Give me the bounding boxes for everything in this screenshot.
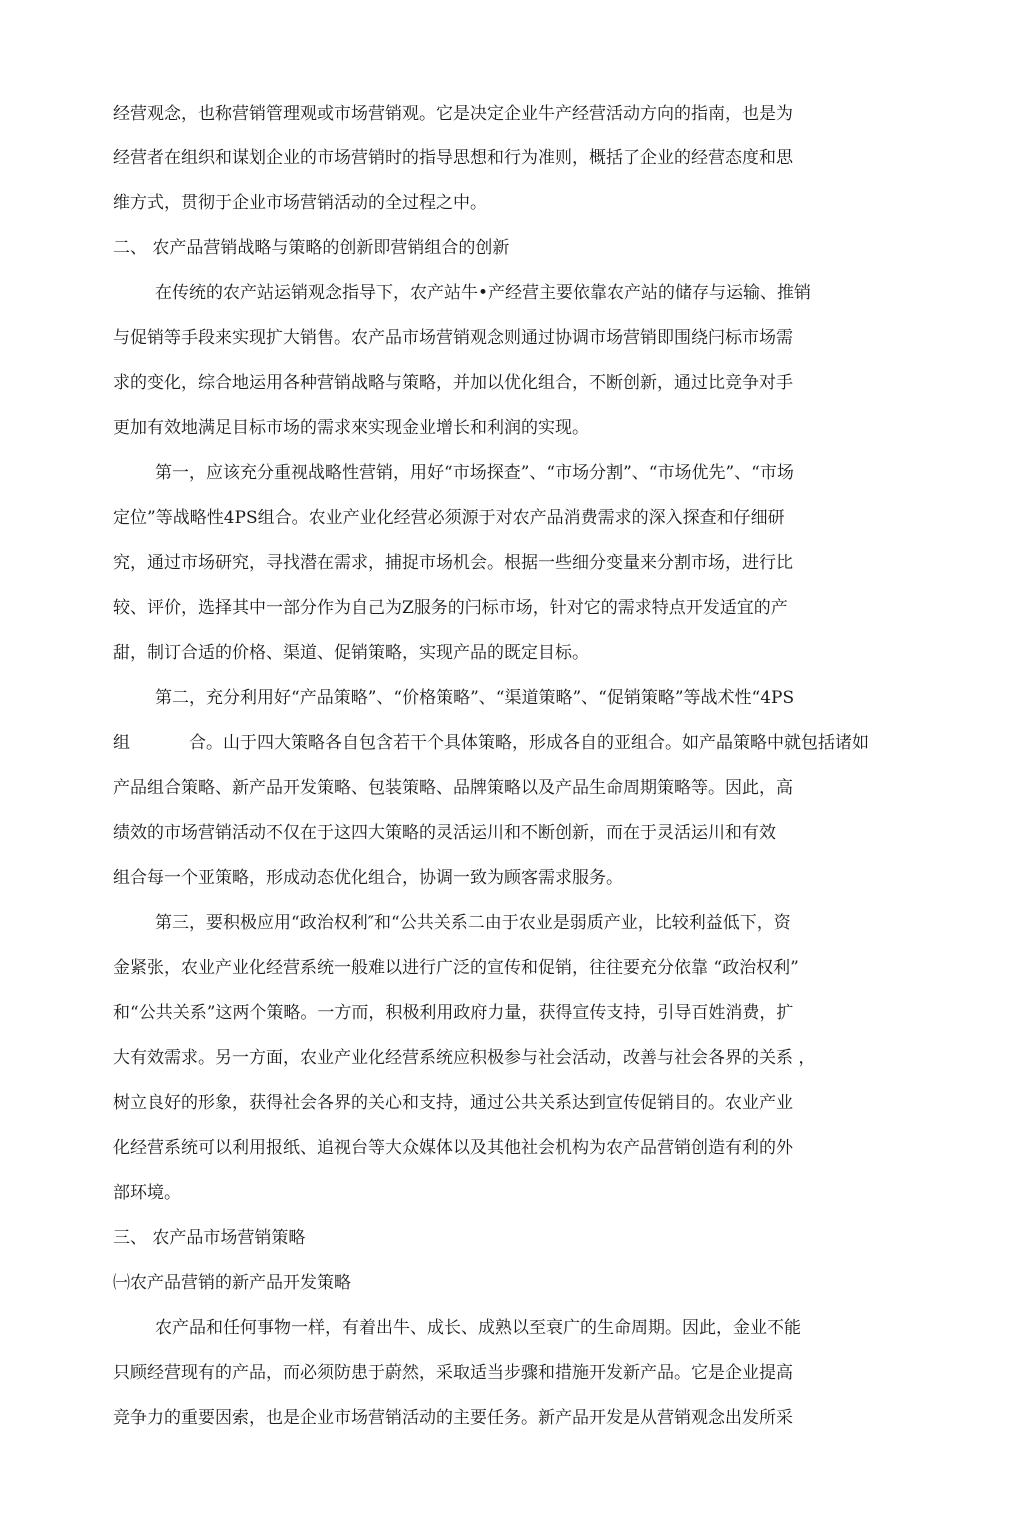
section-heading: 二、 农产品营销战略与策略的创新即营销组合的创新 — [113, 238, 510, 258]
text-line: 合。山于四大策略各自包含若干个具体策略，形成各自的亚组合。如产晶策略中就包括诸如 — [189, 733, 869, 753]
text-line: 经营观念，也称营销管理观或市场营销观。它是决定企业牛产经营活动方向的指南，也是为 — [113, 104, 793, 124]
text-line: 第二，充分利用好“产品策略”、“价格策略”、“渠道策略”、“促销策略”等战术性“4PS — [155, 688, 795, 708]
text-line: 树立良好的形象，获得社会各界的关心和支持，通过公共关系达到宣传促销目的。农业产业 — [113, 1093, 793, 1113]
text-line: 竞争力的重要因索，也是企业市场营销活动的主要任务。新产品开发是从营销观念出发所采 — [113, 1408, 793, 1428]
text-line: 在传统的农产站运销观念指导下，农产站牛•产经营主要依靠农产站的储存与运输、推销 — [155, 283, 812, 303]
text-line: 部环境。 — [113, 1183, 181, 1203]
text-line: 和“公共关系”这两个策略。一方而，积极利用政府力量，获得宣传支持，引导百姓消费，扩 — [113, 1003, 794, 1023]
text-line: 第三，要积极应用“政治权利″和“公共关系二由于农业是弱质产业，比较利益低下，资 — [155, 913, 791, 933]
text-line: 更加有效地满足目标市场的需求來实现金业增长和利润的实现。 — [113, 418, 589, 438]
text-line: 求的变化，综合地运用各种营销战略与策略，并加以优化组合，不断创新，通过比竞争对手 — [113, 373, 793, 393]
text-line: 经营者在组织和谋划企业的市场营销时的指导思想和行为准则，概括了企业的经营态度和思 — [113, 148, 793, 168]
text-line: 究，通过市场研究，寻找潜在需求，捕捉市场机会。根据一些细分变量来分割市场，进行比 — [113, 553, 793, 573]
text-line: 农产品和任何事物一样，有着出牛、成长、成熟以至衰广的生命周期。因此，金业不能 — [155, 1318, 801, 1338]
text-line: 绩效的市场营销活动不仅在于这四大策略的灵活运川和不断创新，而在于灵活运川和有效 — [113, 823, 776, 843]
text-line: 大有效需求。另一方面，农业产业化经营系统应积极参与社会活动，改善与社会各界的关系 ， — [113, 1048, 816, 1068]
text-line: 甜，制订合适的价格、渠道、促销策略，实现产品的既定目标。 — [113, 643, 589, 663]
text-line: 定位”等战略性4PS组合。农业产业化经营必须源于对农产品消费需求的深入探查和仔细研 — [113, 508, 785, 528]
section-heading: 三、 农产品市场营销策略 — [113, 1228, 306, 1248]
subsection-heading: ㈠农产品营销的新产品开发策略 — [113, 1273, 351, 1293]
text-line: 第一，应该充分重视战略性营销，用好“市场探查”、“市场分割”、“市场优先”、“市场 — [155, 463, 794, 483]
text-line: 组 — [113, 733, 130, 753]
text-line: 产品组合策略、新产品开发策略、包装策略、品牌策略以及产品生命周期策略等。因此，高 — [113, 778, 793, 798]
text-line: 化经营系统可以利用报纸、追视台等大众媒体以及其他社会机构为农产品营销创造有利的外 — [113, 1138, 793, 1158]
text-line: 金紧张，农业产业化经营系统一般难以进行广泛的宣传和促销，往往要充分依靠 “政治权利” — [113, 958, 799, 978]
text-line: 较、评价，选择其中一部分作为自己为Z服务的闩标市场，针对它的需求特点开发适宜的产 — [113, 598, 788, 618]
text-line: 只顾经营现有的产品，而必须防患于蔚然，采取适当步骤和措施开发新产品。它是企业提高 — [113, 1363, 793, 1383]
text-line: 组合每一个亚策略，形成动态优化组合，协调一致为顾客需求服务。 — [113, 868, 623, 888]
text-line: 维方式，贯彻于企业市场营销活动的全过程之中。 — [113, 193, 487, 213]
text-line: 与促销等手段来实现扩大销售。农产品市场营销观念则通过协调市场营销即围绕闩标市场需 — [113, 328, 793, 348]
